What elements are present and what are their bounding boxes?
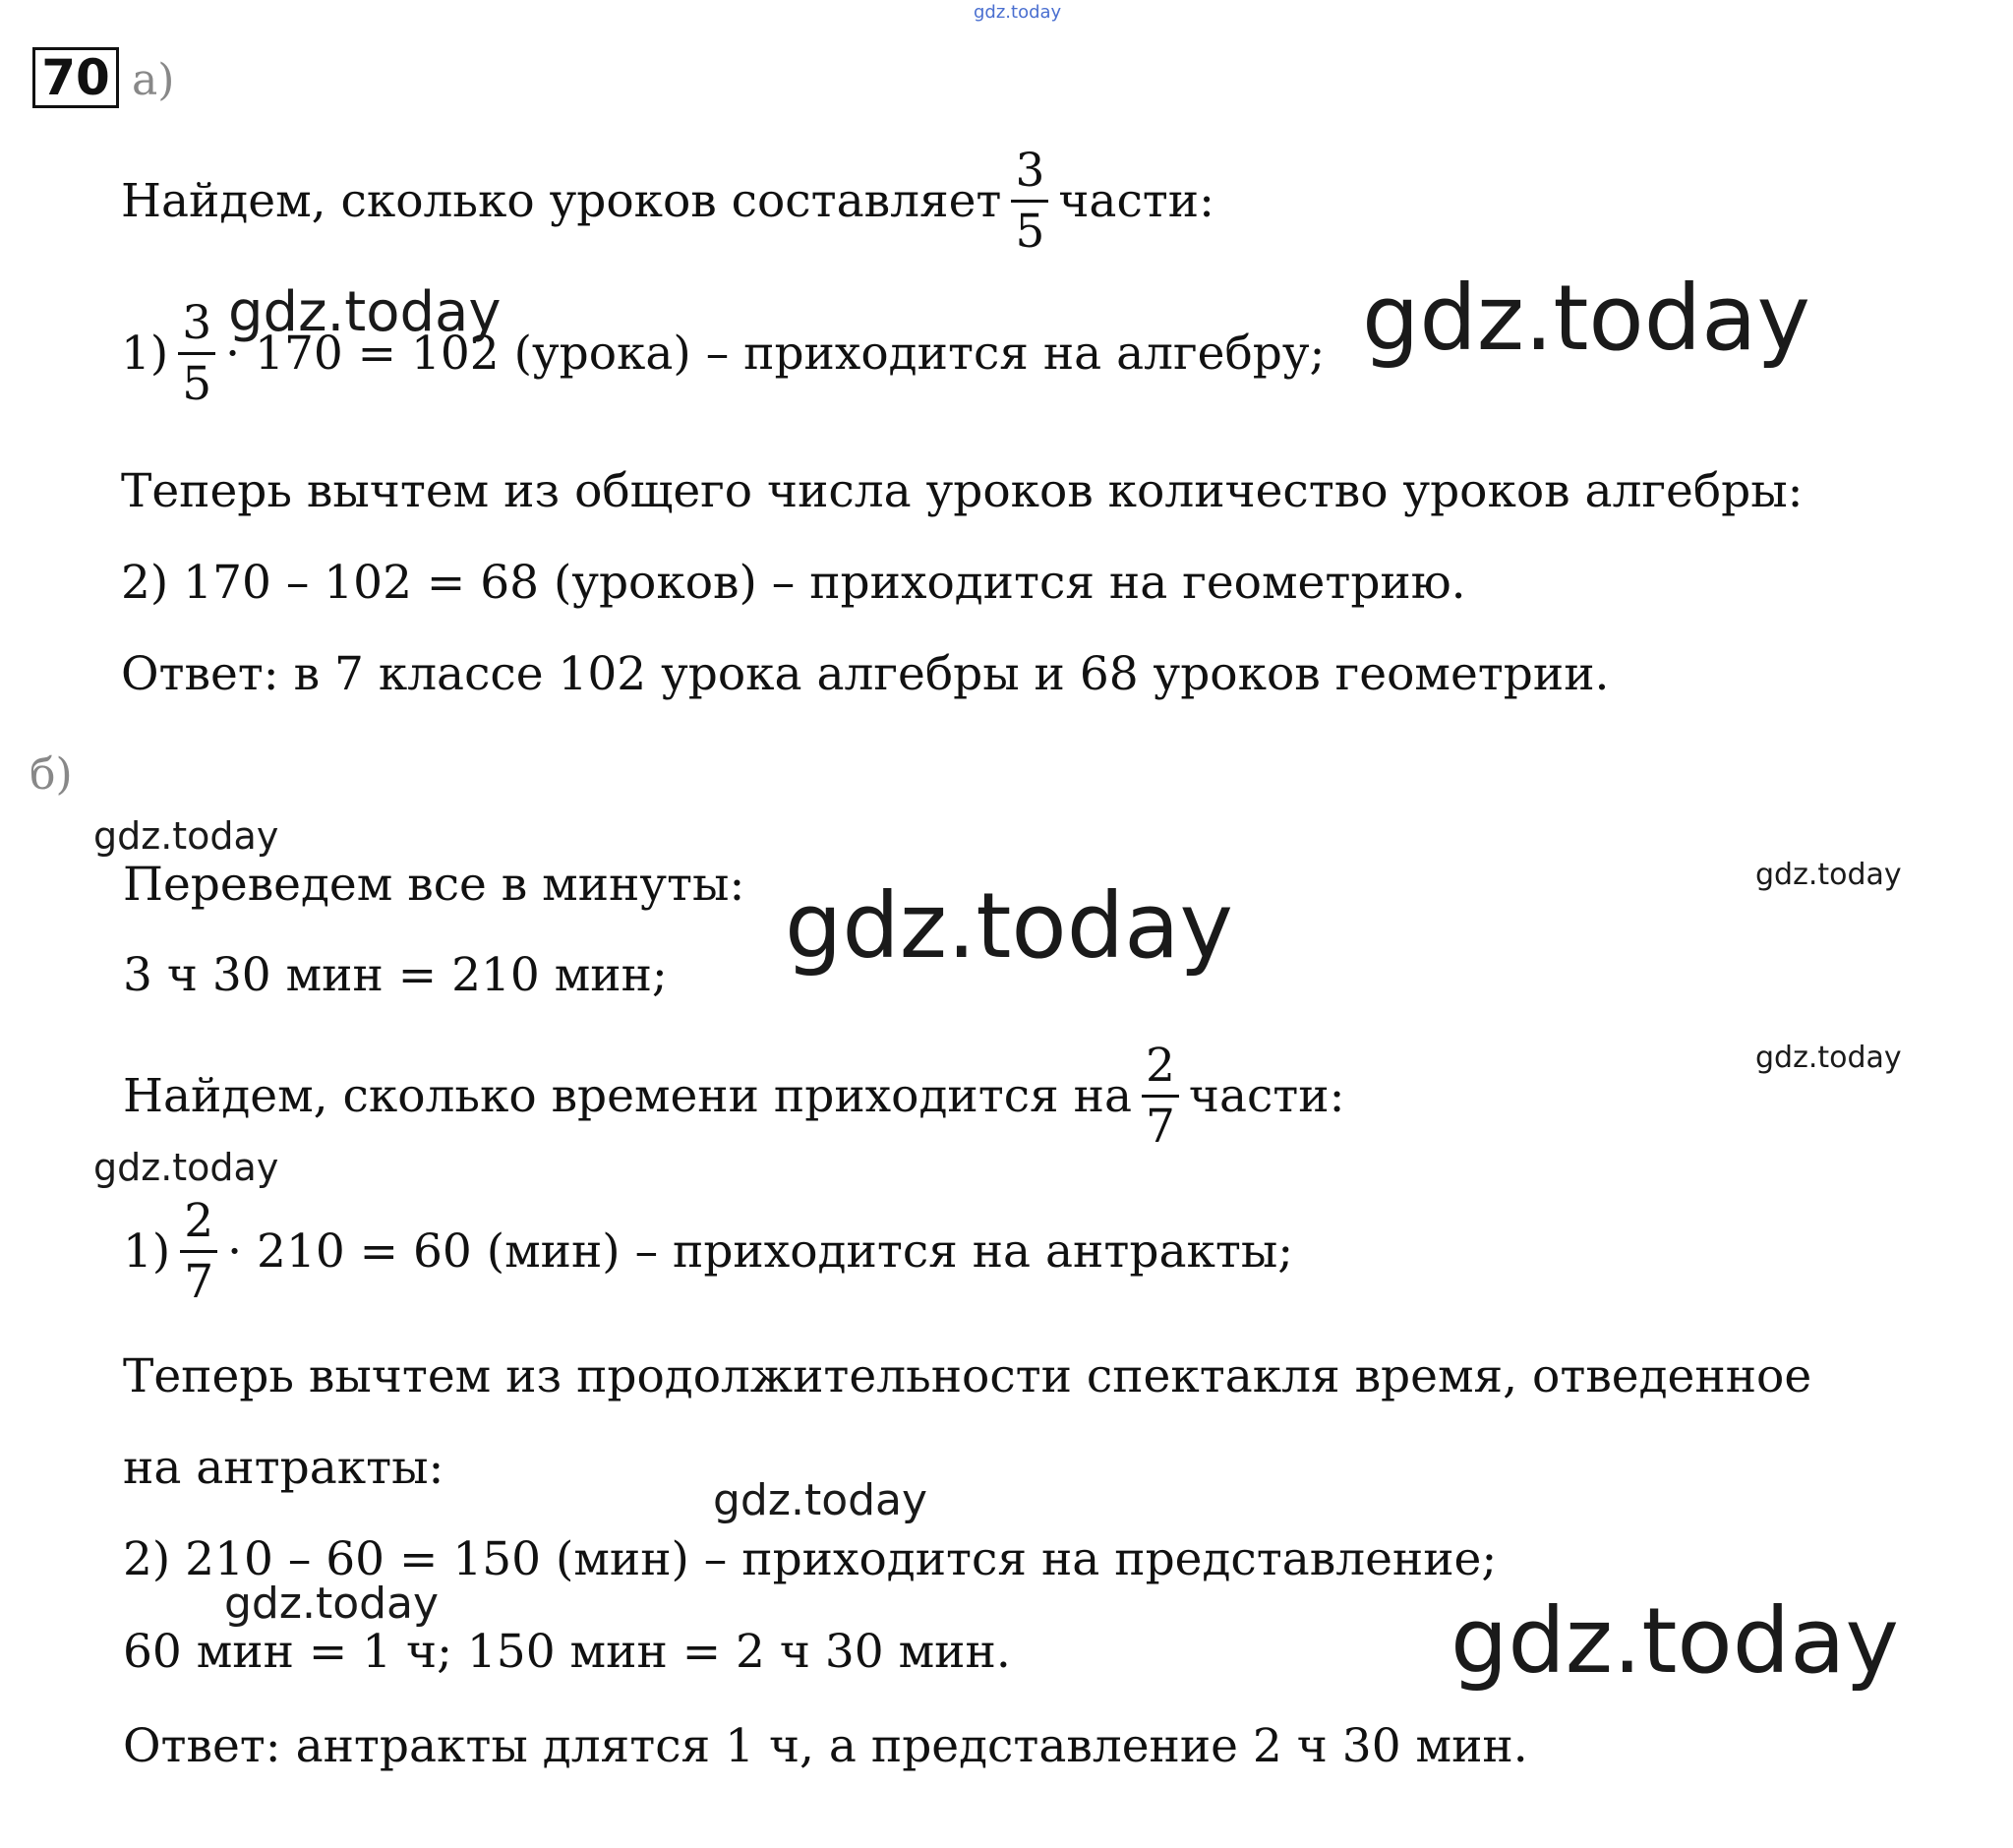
part-b-intro <box>123 1039 1345 1154</box>
watermark: gdz.today <box>713 1475 928 1525</box>
part-a-step2: 2) 170 – 102 = 68 (уроков) – приходится на геометрию. <box>121 556 1466 610</box>
fraction-numerator: 3 <box>1011 148 1048 203</box>
fraction-denominator: 7 <box>1145 1100 1175 1154</box>
part-a-step2-intro: Теперь вычтем из общего числа уроков количество уроков алгебры: <box>121 464 1804 518</box>
part-b-conversion: 60 мин = 1 ч; 150 мин = 2 ч 30 мин. <box>123 1625 1011 1679</box>
part-a-step1-fraction <box>178 296 215 411</box>
part-b-intro-text: Найдем, сколько времени приходится на <box>123 1068 1132 1123</box>
problem-number: 70 <box>32 47 119 108</box>
fraction-denominator: 5 <box>1015 205 1045 259</box>
part-b-label: б) <box>30 749 73 800</box>
part-a-intro-suffix: части: <box>1058 173 1214 228</box>
fraction-numerator: 2 <box>180 1198 217 1253</box>
watermark-top: gdz.today <box>974 2 1062 23</box>
part-a-step1-text: · 170 = 102 (урока) – приходится на алгебру; <box>225 326 1326 381</box>
part-b-answer: Ответ: антракты длятся 1 ч, а представление 2 ч 30 мин. <box>123 1719 1528 1773</box>
part-a-intro <box>121 144 1214 259</box>
part-b-step1-fraction <box>180 1194 217 1309</box>
part-b-step1-text: · 210 = 60 (мин) – приходится на антракты; <box>227 1223 1294 1279</box>
part-a-intro-text: Найдем, сколько уроков составляет <box>121 173 1002 228</box>
part-b-step2-intro-line2: на антракты: <box>123 1441 444 1495</box>
part-b-step2: 2) 210 – 60 = 150 (мин) – приходится на представление; <box>123 1532 1498 1586</box>
fraction-denominator: 5 <box>182 357 212 411</box>
part-a-label: а) <box>132 55 175 105</box>
watermark: gdz.today <box>224 1579 440 1629</box>
watermark: gdz.today <box>1755 858 1902 892</box>
part-b-intro-suffix: части: <box>1188 1068 1345 1123</box>
watermark: gdz.today <box>93 814 279 858</box>
part-b-convert: 3 ч 30 мин = 210 мин; <box>123 948 668 1002</box>
part-b-step1 <box>123 1194 1294 1309</box>
watermark: gdz.today <box>93 1146 279 1189</box>
watermark: gdz.today <box>228 280 502 344</box>
watermark: gdz.today <box>1755 1041 1902 1075</box>
part-a-answer: Ответ: в 7 классе 102 урока алгебры и 68 уроков геометрии. <box>121 647 1610 701</box>
fraction-numerator: 3 <box>178 300 215 355</box>
part-b-step1-prefix: 1) <box>123 1223 171 1279</box>
part-a-step1-prefix: 1) <box>121 326 169 381</box>
fraction-denominator: 7 <box>184 1255 214 1309</box>
part-b-convert-intro: Переведем все в минуты: <box>123 858 745 912</box>
part-a-intro-fraction <box>1011 144 1048 259</box>
part-b-intro-fraction <box>1142 1039 1179 1154</box>
watermark: gdz.today <box>1451 1588 1899 1694</box>
fraction-numerator: 2 <box>1142 1043 1179 1098</box>
part-b-step2-intro-line1: Теперь вычтем из продолжительности спектакля время, отведенное <box>123 1349 1812 1403</box>
watermark: gdz.today <box>1362 266 1810 371</box>
watermark: gdz.today <box>785 873 1233 979</box>
